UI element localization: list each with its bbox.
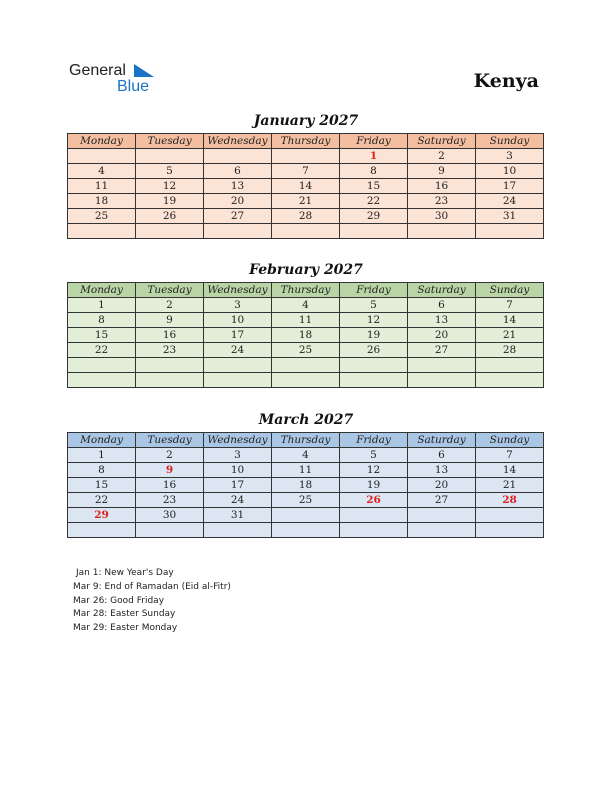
day-cell: 8	[68, 463, 136, 478]
week-row	[68, 209, 544, 224]
day-cell: 6	[204, 164, 272, 179]
empty-day-cell	[408, 523, 476, 538]
day-cell: 28	[476, 493, 544, 508]
day-cell: 18	[272, 478, 340, 493]
empty-day-cell	[136, 373, 204, 388]
day-cell: 12	[340, 313, 408, 328]
day-cell: 20	[408, 478, 476, 493]
day-cell: 13	[408, 313, 476, 328]
day-cell: 31	[476, 209, 544, 224]
day-cell: 7	[476, 448, 544, 463]
week-row	[68, 478, 544, 493]
empty-day-cell	[340, 373, 408, 388]
empty-day-cell	[68, 373, 136, 388]
weekday-header: Monday	[68, 134, 136, 149]
empty-day-cell	[136, 149, 204, 164]
weekday-header: Saturday	[408, 433, 476, 448]
weekday-header: Friday	[340, 283, 408, 298]
day-cell: 21	[476, 478, 544, 493]
month-title-march: March 2027	[258, 412, 354, 428]
empty-day-cell	[68, 523, 136, 538]
day-cell: 16	[136, 478, 204, 493]
week-row	[68, 493, 544, 508]
day-cell: 3	[204, 298, 272, 313]
country-title: Kenya	[473, 70, 539, 92]
holiday-item: Mar 9: End of Ramadan (Eid al-Fitr)	[73, 581, 231, 592]
empty-day-cell	[204, 523, 272, 538]
day-cell: 20	[204, 194, 272, 209]
holiday-item: Mar 26: Good Friday	[73, 595, 165, 606]
day-cell: 28	[272, 209, 340, 224]
empty-day-cell	[204, 224, 272, 239]
week-row	[68, 194, 544, 209]
day-cell: 23	[408, 194, 476, 209]
empty-day-cell	[476, 358, 544, 373]
logo-triangle-icon	[134, 64, 154, 78]
empty-day-cell	[136, 523, 204, 538]
day-cell: 7	[272, 164, 340, 179]
week-row	[68, 448, 544, 463]
empty-day-cell	[408, 358, 476, 373]
holiday-item: Mar 29: Easter Monday	[73, 623, 178, 634]
day-cell: 2	[408, 149, 476, 164]
logo-general-text: General	[69, 62, 126, 79]
empty-day-cell	[408, 224, 476, 239]
day-cell: 3	[204, 448, 272, 463]
weekday-header: Monday	[68, 433, 136, 448]
day-cell: 2	[136, 298, 204, 313]
week-row	[68, 358, 544, 373]
empty-day-cell	[68, 149, 136, 164]
empty-day-cell	[272, 373, 340, 388]
day-cell: 22	[68, 493, 136, 508]
day-cell: 15	[340, 179, 408, 194]
empty-day-cell	[340, 523, 408, 538]
day-cell: 27	[204, 209, 272, 224]
day-cell: 9	[136, 463, 204, 478]
day-cell: 17	[476, 179, 544, 194]
empty-day-cell	[272, 358, 340, 373]
day-cell: 26	[136, 209, 204, 224]
day-cell: 19	[136, 194, 204, 209]
day-cell: 3	[476, 149, 544, 164]
day-cell: 5	[340, 298, 408, 313]
day-cell: 10	[204, 463, 272, 478]
weekday-header: Sunday	[476, 134, 544, 149]
empty-day-cell	[476, 373, 544, 388]
weekday-header: Wednesday	[204, 134, 272, 149]
logo-blue-text: Blue	[117, 78, 150, 95]
empty-day-cell	[340, 224, 408, 239]
day-cell: 19	[340, 328, 408, 343]
day-cell: 13	[408, 463, 476, 478]
day-cell: 4	[68, 164, 136, 179]
day-cell: 18	[272, 328, 340, 343]
weekday-header-row	[68, 433, 544, 448]
day-cell: 1	[340, 149, 408, 164]
day-cell: 29	[68, 508, 136, 523]
day-cell: 6	[408, 298, 476, 313]
logo	[69, 62, 169, 96]
day-cell: 11	[68, 179, 136, 194]
day-cell: 4	[272, 448, 340, 463]
weekday-header-row	[68, 134, 544, 149]
week-row	[68, 179, 544, 194]
day-cell: 2	[136, 448, 204, 463]
day-cell: 14	[476, 463, 544, 478]
day-cell: 8	[68, 313, 136, 328]
day-cell: 17	[204, 478, 272, 493]
day-cell: 13	[204, 179, 272, 194]
empty-day-cell	[408, 508, 476, 523]
day-cell: 21	[476, 328, 544, 343]
day-cell: 21	[272, 194, 340, 209]
empty-day-cell	[204, 358, 272, 373]
week-row	[68, 164, 544, 179]
day-cell: 31	[204, 508, 272, 523]
weekday-header: Saturday	[408, 283, 476, 298]
day-cell: 23	[136, 493, 204, 508]
week-row	[68, 508, 544, 523]
day-cell: 7	[476, 298, 544, 313]
day-cell: 9	[136, 313, 204, 328]
weekday-header: Tuesday	[136, 134, 204, 149]
day-cell: 9	[408, 164, 476, 179]
day-cell: 26	[340, 343, 408, 358]
week-row	[68, 149, 544, 164]
week-row	[68, 343, 544, 358]
weekday-header: Saturday	[408, 134, 476, 149]
week-row	[68, 328, 544, 343]
month-title-february: February 2027	[249, 262, 363, 278]
day-cell: 12	[136, 179, 204, 194]
week-row	[68, 224, 544, 239]
weekday-header: Friday	[340, 433, 408, 448]
weekday-header-row	[68, 283, 544, 298]
day-cell: 30	[408, 209, 476, 224]
day-cell: 15	[68, 478, 136, 493]
day-cell: 27	[408, 493, 476, 508]
empty-day-cell	[340, 508, 408, 523]
day-cell: 24	[204, 343, 272, 358]
weekday-header: Monday	[68, 283, 136, 298]
day-cell: 6	[408, 448, 476, 463]
empty-day-cell	[272, 508, 340, 523]
calendar-february	[67, 282, 544, 388]
empty-day-cell	[272, 523, 340, 538]
day-cell: 5	[136, 164, 204, 179]
empty-day-cell	[476, 224, 544, 239]
day-cell: 11	[272, 313, 340, 328]
month-title-january: January 2027	[253, 113, 359, 129]
day-cell: 25	[272, 493, 340, 508]
calendar-january	[67, 133, 544, 239]
day-cell: 12	[340, 463, 408, 478]
day-cell: 17	[204, 328, 272, 343]
weekday-header: Sunday	[476, 283, 544, 298]
day-cell: 23	[136, 343, 204, 358]
empty-day-cell	[272, 149, 340, 164]
calendar-march	[67, 432, 544, 538]
empty-day-cell	[68, 358, 136, 373]
day-cell: 15	[68, 328, 136, 343]
day-cell: 29	[340, 209, 408, 224]
empty-day-cell	[204, 149, 272, 164]
weekday-header: Tuesday	[136, 283, 204, 298]
week-row	[68, 313, 544, 328]
holiday-item: Mar 28: Easter Sunday	[73, 609, 176, 620]
weekday-header: Thursday	[272, 283, 340, 298]
weekday-header: Thursday	[272, 134, 340, 149]
empty-day-cell	[272, 224, 340, 239]
day-cell: 4	[272, 298, 340, 313]
day-cell: 27	[408, 343, 476, 358]
day-cell: 22	[340, 194, 408, 209]
day-cell: 20	[408, 328, 476, 343]
empty-day-cell	[68, 224, 136, 239]
empty-day-cell	[136, 224, 204, 239]
empty-day-cell	[340, 358, 408, 373]
day-cell: 25	[68, 209, 136, 224]
week-row	[68, 373, 544, 388]
weekday-header: Tuesday	[136, 433, 204, 448]
day-cell: 1	[68, 298, 136, 313]
day-cell: 8	[340, 164, 408, 179]
day-cell: 16	[408, 179, 476, 194]
weekday-header: Friday	[340, 134, 408, 149]
empty-day-cell	[476, 508, 544, 523]
day-cell: 30	[136, 508, 204, 523]
weekday-header: Sunday	[476, 433, 544, 448]
week-row	[68, 523, 544, 538]
empty-day-cell	[136, 358, 204, 373]
holiday-item: Jan 1: New Year's Day	[76, 568, 174, 578]
empty-day-cell	[476, 523, 544, 538]
day-cell: 1	[68, 448, 136, 463]
day-cell: 16	[136, 328, 204, 343]
weekday-header: Wednesday	[204, 433, 272, 448]
holiday-list	[73, 567, 231, 636]
day-cell: 19	[340, 478, 408, 493]
empty-day-cell	[408, 373, 476, 388]
day-cell: 24	[204, 493, 272, 508]
day-cell: 22	[68, 343, 136, 358]
day-cell: 10	[204, 313, 272, 328]
day-cell: 26	[340, 493, 408, 508]
week-row	[68, 463, 544, 478]
day-cell: 11	[272, 463, 340, 478]
day-cell: 14	[476, 313, 544, 328]
day-cell: 5	[340, 448, 408, 463]
day-cell: 14	[272, 179, 340, 194]
day-cell: 24	[476, 194, 544, 209]
weekday-header: Thursday	[272, 433, 340, 448]
day-cell: 18	[68, 194, 136, 209]
weekday-header: Wednesday	[204, 283, 272, 298]
day-cell: 28	[476, 343, 544, 358]
day-cell: 25	[272, 343, 340, 358]
day-cell: 10	[476, 164, 544, 179]
week-row	[68, 298, 544, 313]
empty-day-cell	[204, 373, 272, 388]
